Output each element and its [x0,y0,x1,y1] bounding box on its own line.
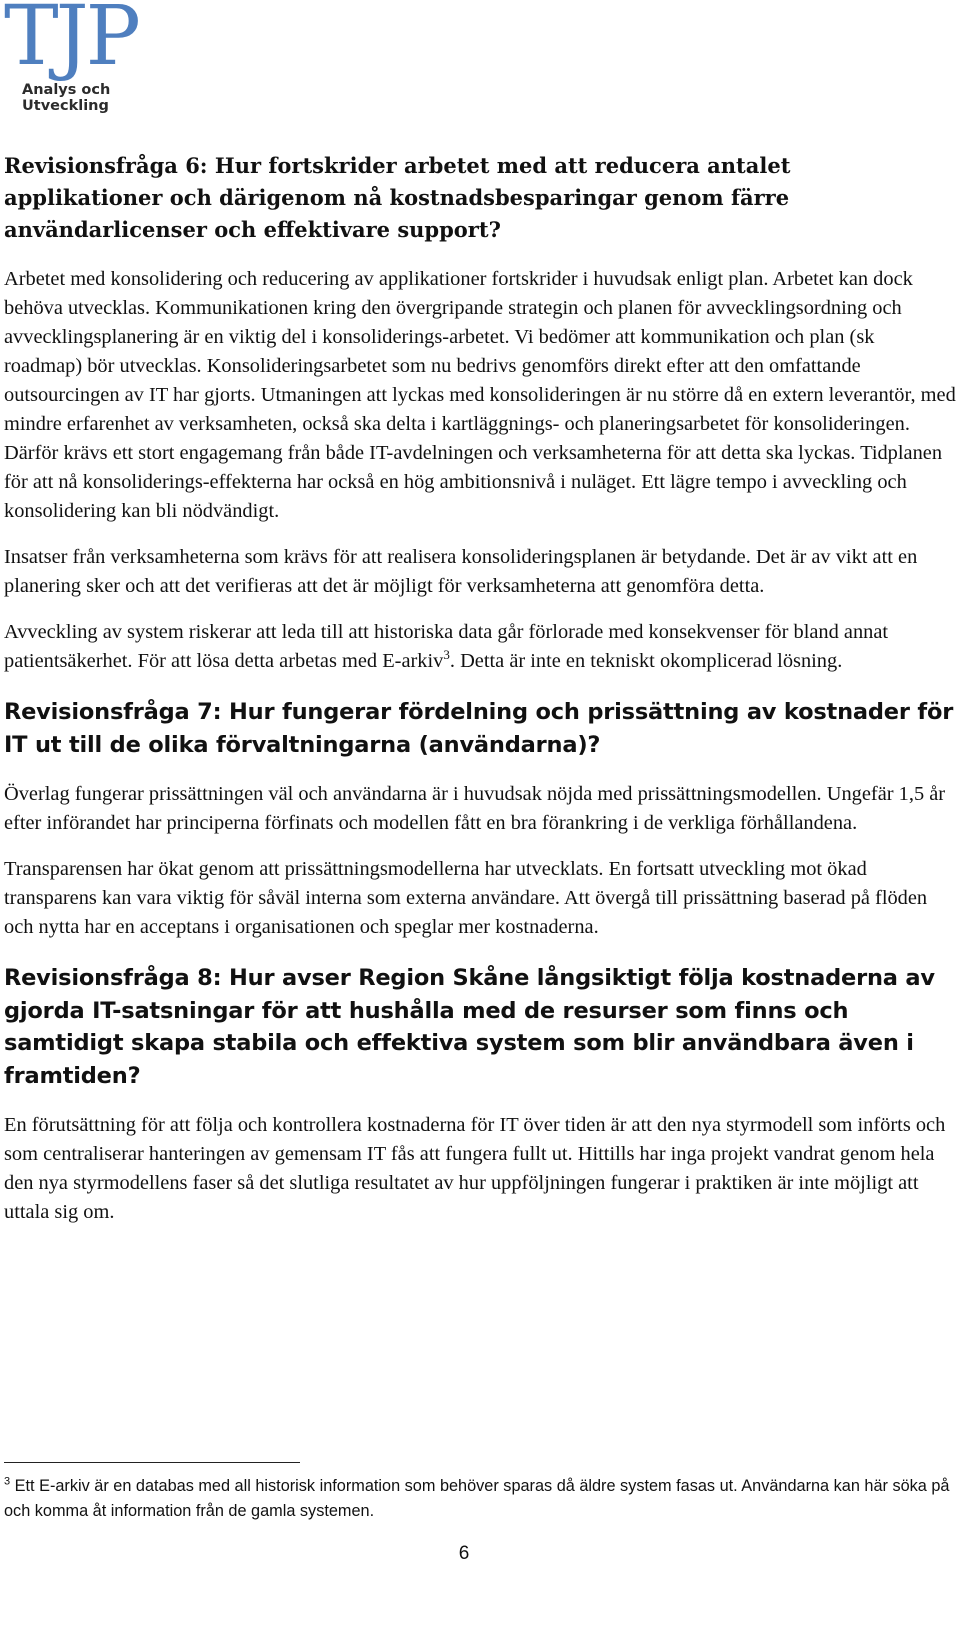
footnote-number: 3 [4,1475,11,1488]
paragraph-q6-3-text-b: . Detta är inte en tekniskt okomplicerad lösning. [449,650,843,672]
document-body [4,150,956,1244]
heading-question-6: Revisionsfråga 6: Hur fortskrider arbetet med att reducera antalet applikationer och därigenom nå kostnadsbesparingar genom färre användarlicenser och effektivare support? [4,153,791,242]
logo-subtitle-line1: Analys och [22,82,111,98]
page-number: 6 [458,1543,470,1564]
logo-mark: TJP [4,0,138,84]
footnote [4,1474,954,1524]
paragraph-q7-1: Överlag fungerar prissättningen väl och användarna är i huvudsak nöjda med prissättningsmodellen. Ungefär 1,5 år efter införandet har principerna förfinats och modellen fått en bra förankring i de verkliga förhållandena. [4,783,946,834]
paragraph-q6-3 [4,618,956,676]
tjp-logo [4,0,138,114]
heading-question-8: Revisionsfråga 8: Hur avser Region Skåne långsiktigt följa kostnaderna av gjorda IT-satsningar för att hushålla med de resurser som finns och samtidigt skapa stabila och effektiva system som blir användbara även i framtiden? [4,965,935,1089]
heading-question-7: Revisionsfråga 7: Hur fungerar fördelning och prissättning av kostnader för IT ut till de olika förvaltningarna (användarna)? [4,699,954,758]
paragraph-q7-2: Transparensen har ökat genom att prissättningsmodellerna har utvecklats. En fortsatt utveckling mot ökad transparens kan vara viktig för såväl interna som externa användare. Att övergå till prissättning baserad på flöden och nytta har en acceptans i organisationen och speglar mer kostnaderna. [4,858,928,938]
paragraph-q6-1: Arbetet med konsolidering och reducering av applikationer fortskrider i huvudsak enligt plan. Arbetet kan dock behöva utvecklas. Kommunikationen kring den övergripande strategin och planen för avvecklingsordning och avvecklingsplanering är en viktig del i konsoliderings-arbetet. Vi bedömer att kommunikation och plan (sk roadmap) bör utvecklas. Konsolideringsarbetet som nu bedrivs genomförs direkt efter att den omfattande outsourcingen av IT har gjorts. Utmaningen att lyckas med konsolideringen är nu större då en extern leverantör, med mindre erfarenhet av verksamheten, också ska delta i kartläggnings- och planeringsarbetet för konsolideringen. Därför krävs ett stort engagemang från både IT-avdelningen och verksamheterna för att detta ska lyckas. Tidplanen för att nå konsoliderings-effekterna har också en hög ambitionsnivå i nuläget. Ett lägre tempo i avveckling och konsolidering kan bli nödvändigt. [4,268,956,522]
paragraph-q6-3-text-a: Avveckling av system riskerar att leda till att historiska data går förlorade med konsekvenser för bland annat patientsäkerhet. För att lösa detta arbetas med E-arkiv [4,621,889,672]
paragraph-q6-2: Insatser från verksamheterna som krävs för att realisera konsolideringsplanen är betydande. Det är av vikt att en planering sker och att det verifieras att det är möjligt för verksamheterna att genomföra detta. [4,546,918,597]
footnote-reference[interactable]: 3 [443,647,450,663]
footnote-text: Ett E-arkiv är en databas med all historisk information som behöver sparas då äldre system fasas ut. Användarna kan här söka på och komma åt information från de gamla systemen. [4,1477,950,1520]
logo-subtitle [22,82,110,114]
logo-subtitle-line2: Utveckling [22,98,109,114]
paragraph-q8-1: En förutsättning för att följa och kontrollera kostnaderna för IT över tiden är att den nya styrmodell som införts och som centraliserar hanteringen av gemensam IT fås att fungera fullt ut. Hittills har inga projekt vandrat genom hela den nya styrmodellens faser så det slutliga resultatet av hur uppföljningen fungerar i praktiken är inte möjligt att uttala sig om. [4,1114,946,1223]
footnote-separator [4,1462,300,1463]
